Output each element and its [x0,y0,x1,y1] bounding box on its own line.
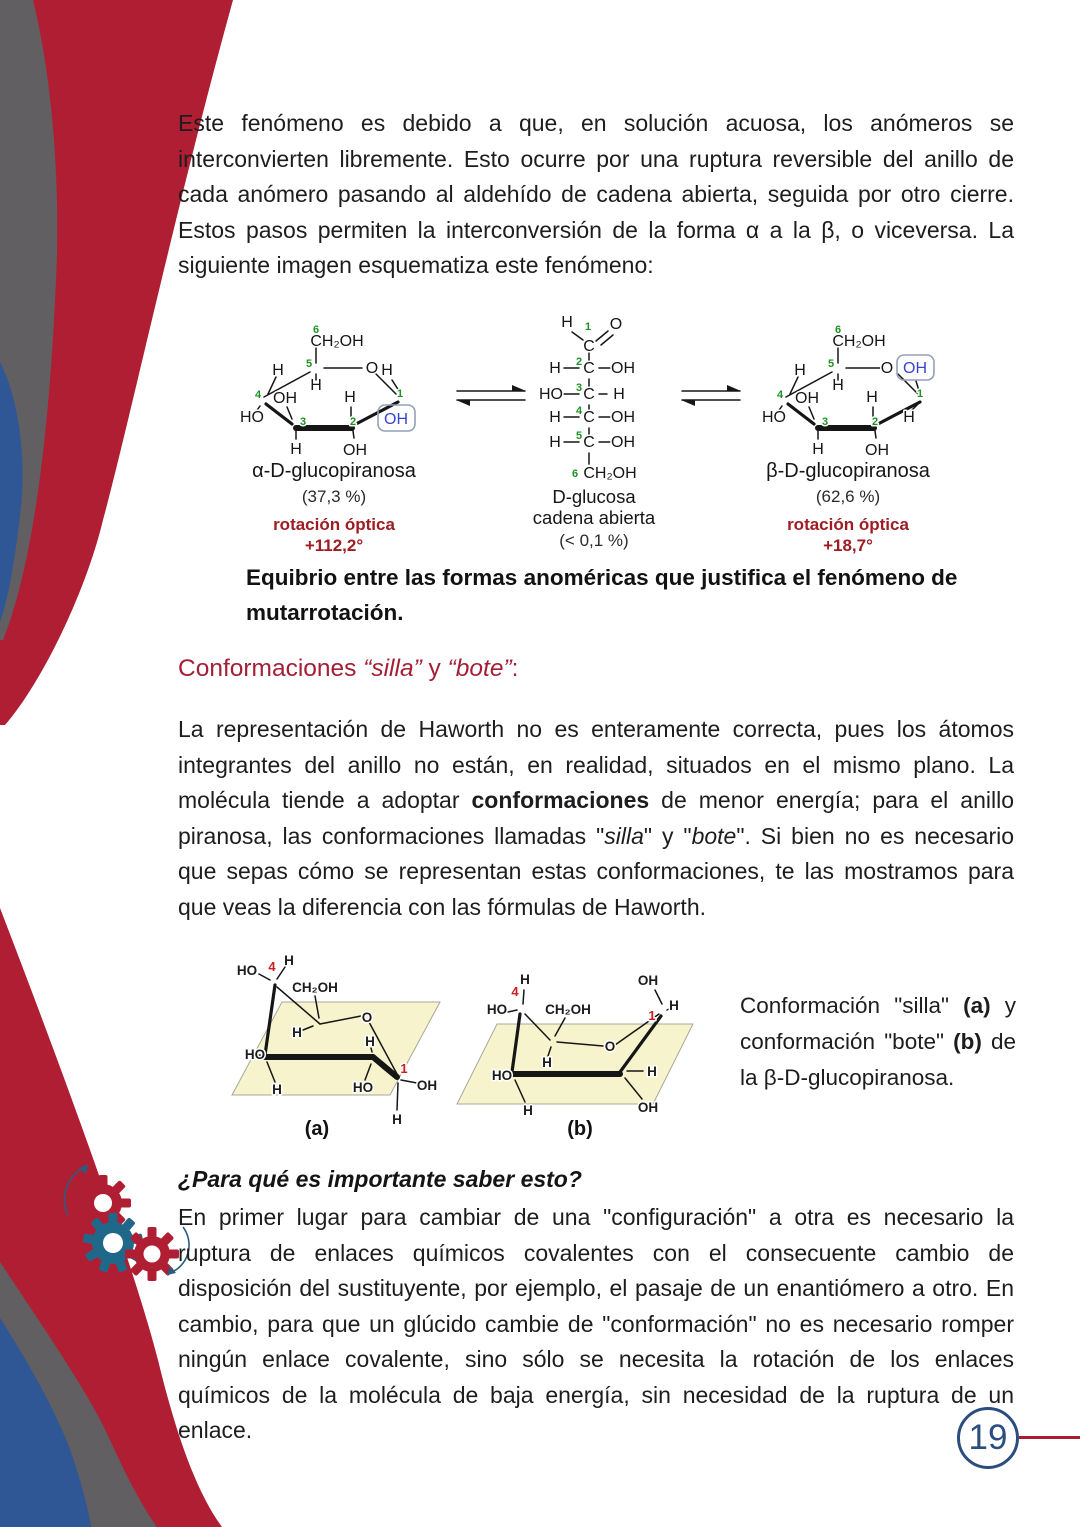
structure-percent: (< 0,1 %) [559,531,629,550]
optical-rotation-label: rotación óptica [273,515,395,534]
paragraph-run: " y " [643,822,692,849]
atom-label: H [365,1034,375,1049]
optical-rotation-value: +18,7° [823,536,873,555]
gear-arrow-icon [64,1167,85,1215]
caption-bold-run: (a) [963,993,991,1018]
carbon-number: 4 [254,389,262,401]
figure2-caption [740,988,1016,1096]
atom-label: CH₂OH [545,1002,591,1017]
atom-label: C [583,409,595,426]
atom-label: H [520,972,530,987]
atom-label: H [549,409,561,426]
page-number-rule [1019,1436,1080,1439]
atom-label: H [381,362,393,379]
atom-label: OH [795,390,819,407]
heading-italic: “bote” [447,655,512,682]
atom-label: H [284,953,294,968]
position-number: 4 [511,984,519,999]
equilibrium-arrow [681,385,741,406]
atom-label: H [549,360,561,377]
carbon-number: 2 [349,416,357,428]
atom-label: H [523,1103,533,1118]
atom-label: C [583,434,595,451]
carbon-number: 1 [584,321,592,333]
atom-label: H [794,362,806,379]
atom-label: H [272,362,284,379]
position-number: 1 [648,1008,656,1023]
alpha-structure [240,324,417,555]
caption-run: de la β-D-glucopiranosa. [740,1029,1017,1090]
chair-conformation-drawing [232,953,440,1140]
equilibrium-arrow [456,385,526,406]
paragraph-bold-run: conformaciones [471,787,650,813]
atom-label: CH₂OH [583,465,637,482]
carbon-number: 5 [305,358,313,370]
atom-label: O [880,360,894,377]
atom-label: CH₂OH [832,333,886,350]
carbon-number: 1 [396,388,404,400]
heading-text: Conformaciones [178,655,364,682]
open-chain-structure [533,314,656,550]
atom-label: H [310,377,322,394]
paragraph-run: La representación de Haworth no es enteramente correcta, pues los átomos integrantes del anillo no están, en realidad, situados en el mismo plano. La molécula tiende a adoptar [178,716,1014,813]
atom-label: H [903,409,915,426]
atom-label: OH [637,973,659,988]
position-number: 4 [268,959,276,974]
atom-label: H [292,1025,302,1040]
structure-name: α-D-glucopiranosa [252,460,416,482]
atom-label: HO [240,409,264,426]
atom-label: CH₂OH [310,333,364,350]
atom-label: H [392,1112,402,1127]
atom-label: OH [865,442,889,459]
atom-label: H [812,441,824,458]
atom-label: OH [416,1078,438,1093]
subfigure-label: (a) [304,1118,330,1140]
paragraph-run: de menor energía; para el anillo piranosa, las conformaciones llamadas " [178,787,1014,849]
carbon-number: 3 [575,382,583,394]
gear-arrowhead-icon [79,1164,88,1174]
atom-label: OH [273,390,297,407]
structure-percent: (37,3 %) [301,487,367,506]
page-number: 19 [968,1418,1008,1457]
atom-label: H [561,314,573,331]
optical-rotation-value: +112,2° [304,536,364,555]
carbon-number: 4 [575,405,583,417]
carbon-number: 3 [821,416,829,428]
carbon-number: 3 [299,416,307,428]
atom-label: HO [236,963,258,978]
page-number-badge [957,1407,1019,1469]
atom-label: H [866,389,878,406]
atom-label: OH [343,442,367,459]
atom-label: H [344,389,356,406]
carbon-number: 5 [575,430,583,442]
atom-label: OH [611,360,635,377]
anomeric-oh-label: OH [903,360,927,377]
heading-text: y [421,655,448,682]
carbon-number: 2 [575,356,583,368]
importance-heading: ¿Para qué es importante saber esto? [178,1166,582,1192]
caption-bold-run: (b) [953,1029,982,1054]
gear-icon [75,1175,131,1231]
heading-text: : [511,655,519,682]
structure-name: β-D-glucopiranosa [766,460,930,482]
carbon-number: 5 [827,358,835,370]
atom-label: C [583,360,595,377]
atom-label: HO [491,1068,513,1083]
atom-label: C [583,338,595,355]
atom-label: C [583,386,595,403]
caption-run: Conformación "silla" [740,993,964,1018]
paragraph-run: ". Si bien no es necesario que sepas cómo se representan estas conformaciones, te las mostramos para que veas la diferencia con las fórmulas de Haworth. [178,822,1015,920]
atom-label: HO [352,1080,374,1095]
carbon-number: 2 [871,416,879,428]
section-heading-conformations [178,655,518,683]
carbon-number: 6 [312,324,320,336]
atom-label: H [669,998,679,1013]
atom-label: HO [539,386,563,403]
structure-name: cadena abierta [532,507,656,528]
atom-label: HO [486,1002,508,1017]
structure-percent: (62,6 %) [815,487,881,506]
subfigure-label: (b) [567,1118,593,1140]
atom-label: CH₂OH [292,980,338,995]
anomeric-oh-label: OH [384,411,408,428]
position-number: 1 [400,1061,408,1076]
atom-label: O [365,360,379,377]
boat-conformation-drawing [457,972,693,1140]
beta-structure [762,324,931,555]
paragraph-italic-run: silla [604,822,644,849]
paragraph-italic-run: bote [691,822,737,849]
heading-italic: “silla” [363,655,422,682]
carbon-number: 1 [916,388,924,400]
atom-label: HO [762,409,786,426]
conformation-figure [225,952,725,1152]
atom-label: H [549,434,561,451]
carbon-number: 4 [776,389,784,401]
atom-label: HO [244,1047,266,1062]
atom-label: OH [611,434,635,451]
intro-paragraph: Este fenómeno es debido a que, en solución acuosa, los anómeros se interconvierten libremente. Esto ocurre por una ruptura reversible del anillo de cada anómero pasando al aldehído de cadena abierta, seguida por otro cierre. Estos pasos permiten la interconversión de la forma α a la β, o viceversa. La siguiente imagen esquematiza este fenómeno: [178,110,1014,278]
caption-run: y conformación "bote" [740,993,1016,1054]
atom-label: O [361,1010,373,1025]
figure1-caption: Equibrio entre las formas anoméricas que justifica el fenómeno de mutarrotación. [246,565,958,625]
atom-label: H [542,1055,552,1070]
atom-label: OH [637,1100,659,1115]
atom-label: H [613,386,625,403]
atom-label: O [609,316,623,333]
atom-label: OH [611,409,635,426]
atom-label: O [604,1039,616,1054]
atom-label: H [647,1064,657,1079]
structure-name: D-glucosa [552,486,636,507]
atom-label: H [290,441,302,458]
gear-icon [83,1213,144,1273]
equilibrium-figure [170,314,1030,564]
atom-label: H [832,377,844,394]
atom-label: H [272,1082,282,1097]
carbon-number: 6 [834,324,842,336]
haworth-paragraph [178,712,1014,925]
carbon-number: 6 [571,468,579,480]
optical-rotation-label: rotación óptica [787,515,909,534]
importance-paragraph: En primer lugar para cambiar de una "configuración" a otra es necesario la ruptura de enlaces químicos covalentes con el consecuente cambio de disposición del sustituyente, por ejemplo, el pasaje de un enantiómero a otro. En cambio, para que un glúcido cambie de "conformación" no es necesario romper ningún enlace covalente, sino sólo se necesita la rotación de los enlaces químicos de la molécula de baja energía, sin necesidad de la ruptura de un enlace. [178,1204,1014,1443]
